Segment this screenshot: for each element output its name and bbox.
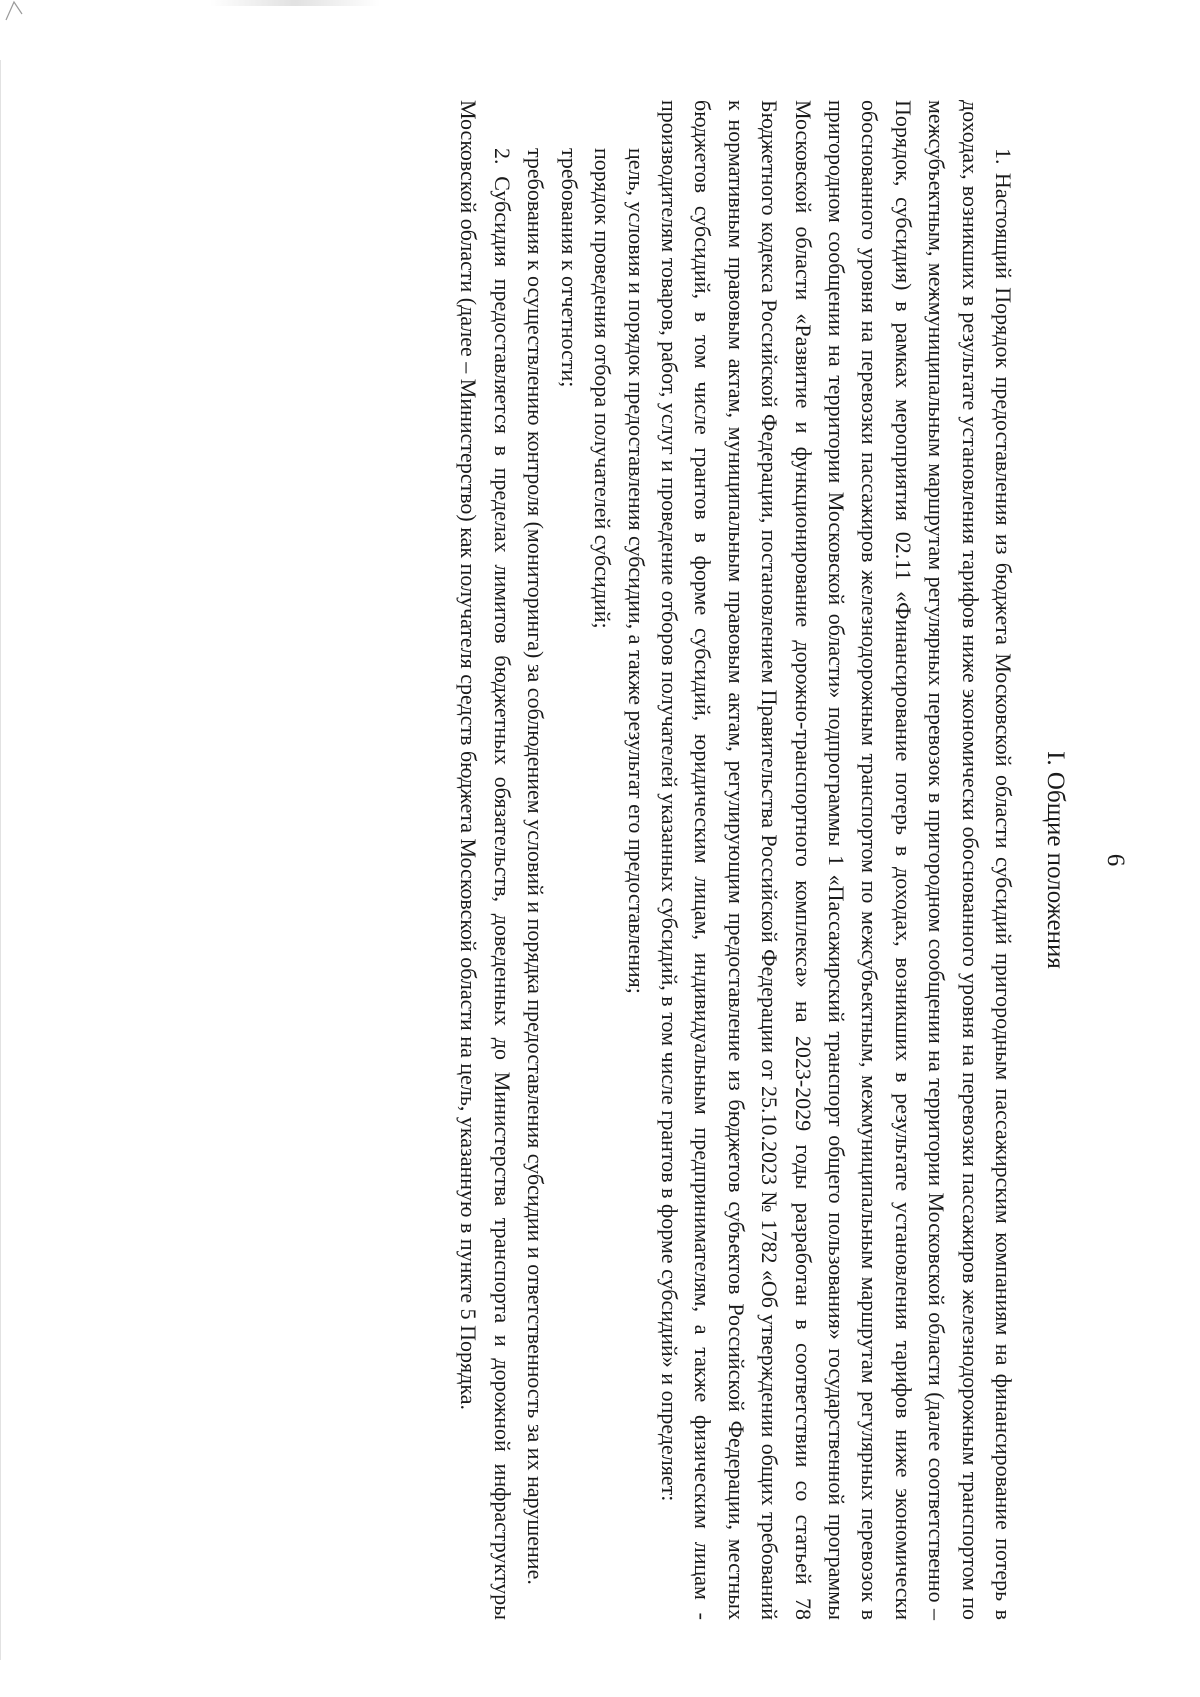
document-body — [452, 100, 1020, 1620]
scan-smudge — [210, 0, 380, 6]
scan-corner-mark — [4, 0, 26, 22]
list-item-reporting: требования к отчетности; — [556, 148, 582, 388]
rotated-page-content — [452, 70, 1130, 1650]
paragraph-2: 2. Субсидия предоставляется в пределах лимитов бюджетных обязательств, доведенных до Министерства транспорта и дорожной инфраструктуры Московской области (далее – Министерство) как получателя средств бюджета Московской области на цель, указанную в пункте 5 Порядка. — [456, 100, 515, 1620]
paragraph-1: 1. Настоящий Порядок предоставления из бюджета Московской области субсидий пригородным пассажирским компаниям на финансирование потерь в доходах, возникших в результате установления тарифов ниже экономически обоснованного уровня на перевозки пассажиров железнодорожным транспортом по межсубъектным, межмуниципальным маршрутам регулярных перевозок в пригородном сообщении на территории Московской области (далее соответственно – Порядок, субсидия) в рамках мероприятия 02.11 «Финансирование потерь в доходах, возникших в результате установления тарифов ниже экономически обоснованного уровня на перевозки пассажиров железнодорожным транспортом по межсубъектным, межмуниципальным маршрутам регулярных перевозок в пригородном сообщении на территории Московской области» подпрограммы 1 «Пассажирский транспорт общего пользования» государственной программы Московской области «Развитие и функционирование дорожно-транспортного комплекса» на 2023-2029 годы разработан в соответствии со статьей 78 Бюджетного кодекса Российской Федерации, постановлением Правительства Российской Федерации от 25.10.2023 № 1782 «Об утверждении общих требований к нормативным правовым актам, муниципальным правовым актам, регулирующим предоставление из бюджетов субъектов Российской Федерации, местных бюджетов субсидий, в том числе грантов в форме субсидий, юридическим лицам, индивидуальным предпринимателям, а также физическим лицам - производителям товаров, работ, услуг и проведение отборов получателей указанных субсидий, в том числе грантов в форме субсидий» и определяет: — [656, 100, 1016, 1620]
page-number: 6 — [1102, 853, 1129, 867]
list-item-selection: порядок проведения отбора получателей субсидий; — [590, 148, 616, 629]
scan-edge-line — [0, 60, 1, 1660]
section-title: I. Общие положения — [1042, 751, 1069, 969]
list-item-control: требования к осуществлению контроля (мониторинга) за соблюдением условий и порядка предоставления субсидии и ответственность за их нарушение. — [523, 148, 549, 1585]
list-item-goal: цель, условия и порядок предоставления субсидии, а также результат его предоставления; — [623, 148, 649, 994]
